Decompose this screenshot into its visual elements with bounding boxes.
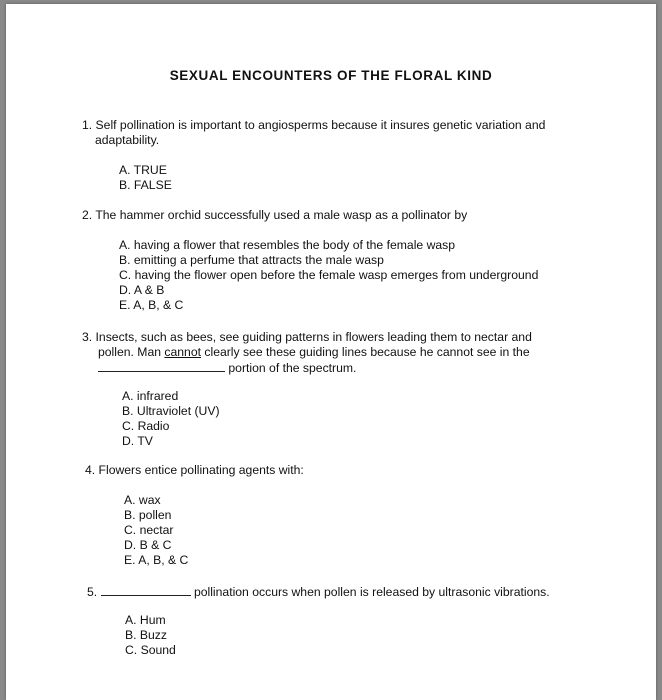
question-3-option-c: C. Radio xyxy=(122,419,170,433)
question-2-text: 2. The hammer orchid successfully used a male wasp as a pollinator by xyxy=(82,208,468,222)
answer-blank xyxy=(101,584,191,596)
question-5-option-a: A. Hum xyxy=(125,613,166,627)
question-3-text-part-a: pollen. Man xyxy=(98,345,165,359)
question-2-option-a: A. having a flower that resembles the body of the female wasp xyxy=(119,238,456,252)
question-5-text xyxy=(87,584,550,600)
question-5-option-b: B. Buzz xyxy=(125,628,167,642)
question-3-text-part-b: clearly see these guiding lines because he cannot see in the xyxy=(201,345,530,359)
question-4-option-d: D. B & C xyxy=(124,538,172,552)
question-4-option-b: B. pollen xyxy=(124,508,172,522)
question-1-text-cont: adaptability. xyxy=(95,133,160,147)
question-3-underlined-word: cannot xyxy=(164,345,201,359)
answer-blank xyxy=(98,360,225,372)
question-5-text-body: pollination occurs when pollen is released by ultrasonic vibrations. xyxy=(193,585,550,599)
question-3-text: 3. Insects, such as bees, see guiding patterns in flowers leading them to nectar and xyxy=(82,330,532,344)
question-3-text-cont xyxy=(98,345,530,360)
question-3-blank-line xyxy=(98,360,356,376)
question-2-option-b: B. emitting a perfume that attracts the male wasp xyxy=(119,253,384,267)
question-4-option-e: E. A, B, & C xyxy=(124,553,189,567)
question-3-text-end: portion of the spectrum. xyxy=(228,361,357,375)
question-5-option-c: C. Sound xyxy=(125,643,176,657)
question-2-option-e: E. A, B, & C xyxy=(119,298,184,312)
page-title: SEXUAL ENCOUNTERS OF THE FLORAL KIND xyxy=(169,68,493,83)
question-3-option-b: B. Ultraviolet (UV) xyxy=(122,404,220,418)
question-1-text: 1. Self pollination is important to angiosperms because it insures genetic variation and xyxy=(82,118,546,132)
question-1-option-b: B. FALSE xyxy=(119,178,172,192)
question-4-option-a: A. wax xyxy=(124,493,161,507)
question-1-option-a: A. TRUE xyxy=(119,163,167,177)
question-3-option-a: A. infrared xyxy=(122,389,179,403)
question-4-text: 4. Flowers entice pollinating agents with: xyxy=(85,463,304,477)
question-4-option-c: C. nectar xyxy=(124,523,174,537)
question-2-option-c: C. having the flower open before the female wasp emerges from underground xyxy=(119,268,539,282)
question-3-option-d: D. TV xyxy=(122,434,153,448)
question-5-number: 5. xyxy=(87,585,98,599)
question-2-option-d: D. A & B xyxy=(119,283,165,297)
